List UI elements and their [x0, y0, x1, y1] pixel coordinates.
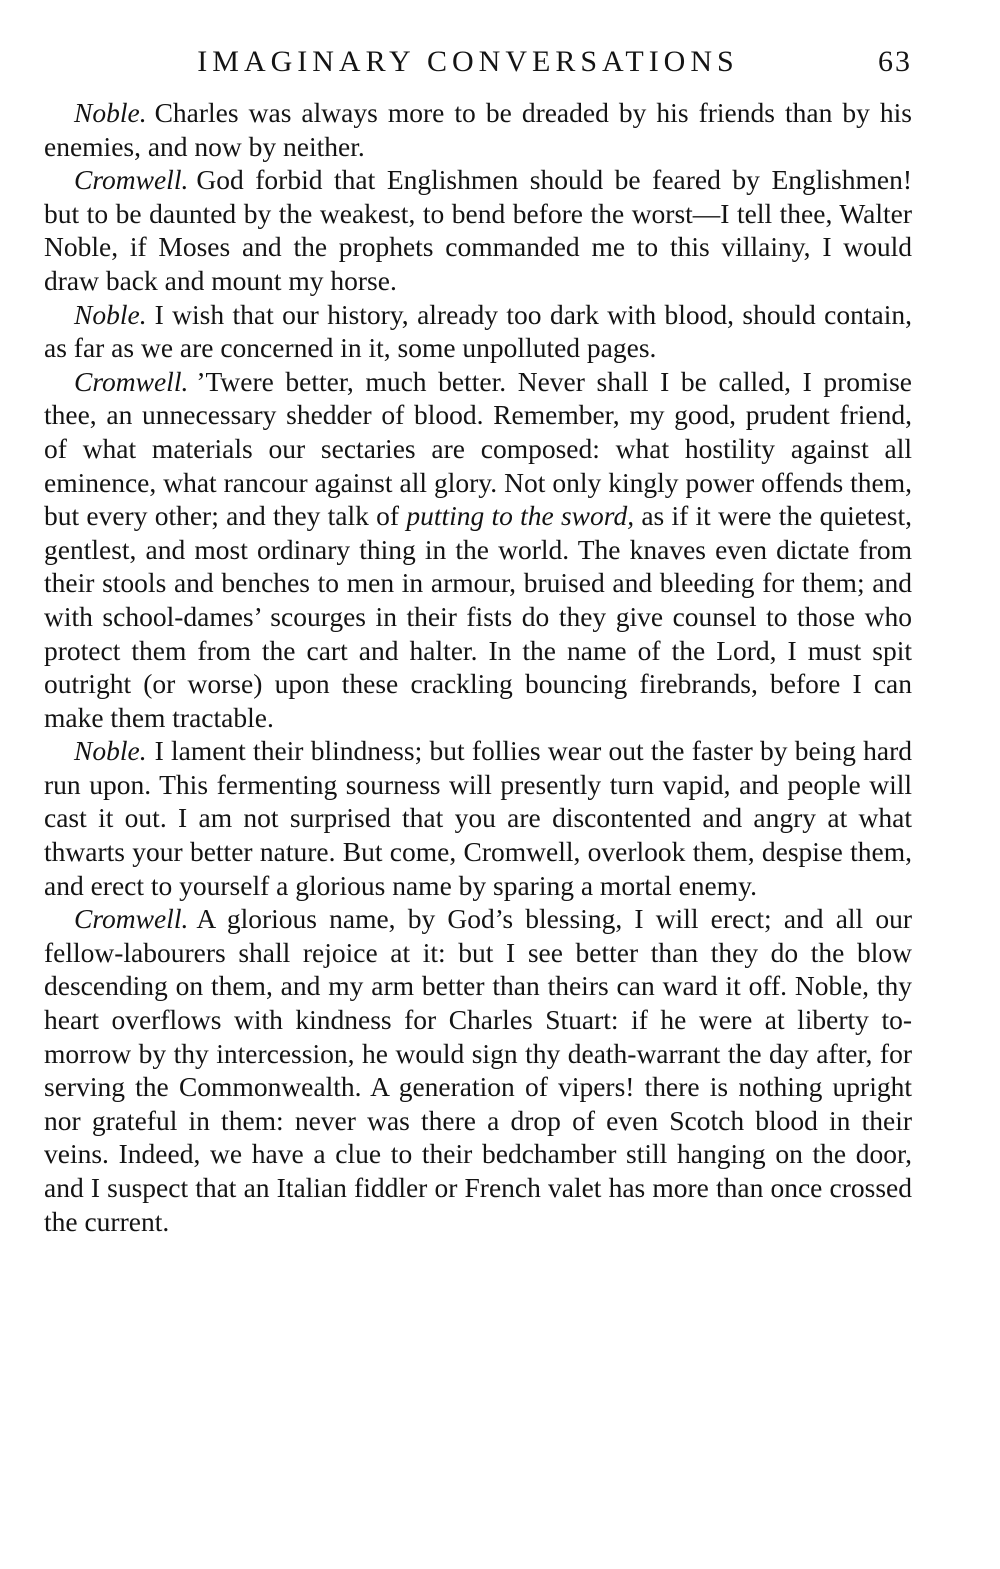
book-page	[44, 40, 912, 1238]
running-title: IMAGINARY CONVERSATIONS	[197, 45, 739, 78]
paragraph-cromwell-1	[44, 163, 912, 297]
speaker-name: Cromwell.	[74, 164, 189, 196]
speaker-name: Noble.	[74, 298, 147, 330]
speaker-name: Cromwell.	[74, 365, 189, 397]
paragraph-cromwell-3	[44, 902, 912, 1238]
speech-text: Charles was always more to be dreaded by his friends than by his enemies, and now by neither.	[44, 97, 912, 162]
body-text	[44, 96, 912, 1238]
speech-text-continued: as if it were the quietest, gentlest, and most ordinary thing in the world. The knaves even dictate from their stools and benches to men in armour, bruised and bleeding for them; and with school-dames’ scourges in their fists do they give counsel to those who protect them from the cart and halter. In the name of the Lord, I must spit outright (or worse) upon these crackling bouncing firebrands, before I can make them tractable.	[44, 500, 912, 733]
speech-text: A glorious name, by God’s blessing, I will erect; and all our fellow-labourers shall rejoice at it: but I see better than they do the blow descending on them, and my arm better than theirs can ward it off. Noble, thy heart overflows with kindness for Charles Stuart: if he were at liberty to-morrow by thy intercession, he would sign thy death-warrant the day after, for serving the Commonwealth. A generation of vipers! there is nothing upright nor grateful in them: never was there a drop of even Scotch blood in their veins. Indeed, we have a clue to their bedchamber still hanging on the door, and I suspect that an Italian fiddler or French valet has more than once crossed the current.	[44, 903, 912, 1237]
paragraph-noble-1	[44, 96, 912, 163]
emphasized-phrase: putting to the sword,	[406, 500, 635, 532]
speech-text: I wish that our history, already too dark with blood, should contain, as far as we are concerned in it, some unpolluted pages.	[44, 298, 912, 364]
running-head	[44, 40, 912, 84]
speech-text: I lament their blindness; but follies wear out the faster by being hard run upon. This fermenting sourness will presently turn vapid, and people will cast it out. I am not surprised that you are discontented and angry at what thwarts your better nature. But come, Cromwell, overlook them, despise them, and erect to yourself a glorious name by sparing a mortal enemy.	[44, 735, 912, 901]
speaker-name: Cromwell.	[74, 903, 189, 935]
speaker-name: Noble.	[74, 97, 147, 128]
paragraph-noble-2	[44, 298, 912, 365]
paragraph-noble-3	[44, 734, 912, 902]
paragraph-cromwell-2	[44, 365, 912, 735]
page-number: 63	[878, 45, 912, 78]
speech-text: ’Twere better, much better. Never shall I be called, I promise thee, an unnecessary shedder of blood. Remember, my good, prudent friend, of what materials our sectaries are composed: what hostility against all eminence, what rancour against all glory. Not only kingly power offends them, but every other; and they talk of	[44, 365, 912, 532]
speaker-name: Noble.	[74, 735, 147, 767]
speech-text: God forbid that Englishmen should be feared by Englishmen! but to be daunted by the weakest, to bend before the worst—I tell thee, Walter Noble, if Moses and the prophets commanded me to this villainy, I would draw back and mount my horse.	[44, 164, 912, 296]
